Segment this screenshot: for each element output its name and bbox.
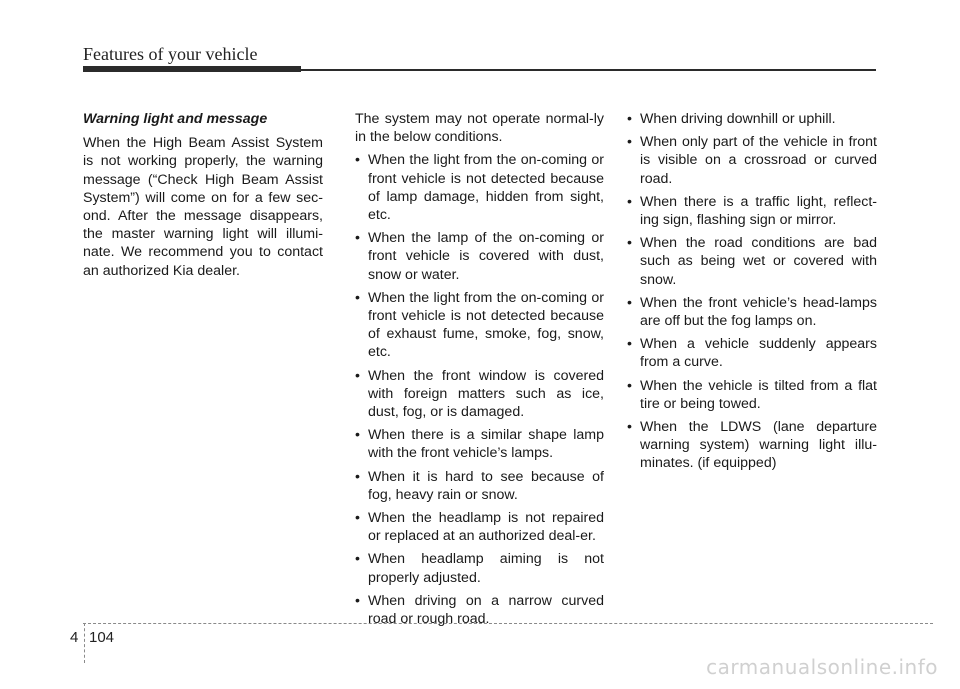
page-header-title: Features of your vehicle — [83, 44, 258, 64]
list-item-text: When the headlamp is not repaired or replaced at an authorized deal-er. — [368, 510, 604, 545]
footer-rule — [83, 623, 933, 624]
footer-divider — [84, 623, 85, 663]
list-item — [355, 550, 604, 586]
list-item-text: When headlamp aiming is not properly adjusted. — [368, 551, 604, 586]
list-item — [355, 367, 604, 422]
conditions-list — [355, 151, 604, 628]
bullet-icon: • — [355, 468, 360, 485]
bullet-icon: • — [627, 235, 632, 252]
list-item-text: When driving downhill or uphill. — [640, 111, 836, 127]
bullet-icon: • — [627, 111, 632, 127]
list-item-text: When driving on a narrow curved road or rough road. — [368, 592, 604, 628]
list-item-text: When the front vehicle’s head-lamps are off but the fog lamps on. — [640, 294, 877, 330]
list-item — [627, 193, 877, 229]
bullet-icon: • — [627, 336, 632, 353]
list-item-text: When the front window is covered with foreign matters such as ice, dust, fog, or is damaged. — [368, 367, 604, 421]
list-item — [355, 289, 604, 362]
bullet-icon: • — [627, 134, 632, 151]
bullet-icon: • — [355, 592, 360, 609]
bullet-icon: • — [355, 551, 360, 568]
bullet-icon: • — [355, 367, 360, 384]
list-item-text: When the lamp of the on-coming or front vehicle is covered with dust, snow or water. — [368, 230, 604, 283]
bullet-icon: • — [355, 230, 360, 247]
list-item — [355, 509, 604, 545]
list-item-text: When a vehicle suddenly appears from a curve. — [640, 336, 877, 371]
bullet-icon: • — [627, 419, 632, 436]
list-item — [355, 229, 604, 284]
list-item-text: When only part of the vehicle in front is visible on a crossroad or curved road. — [640, 134, 877, 187]
list-item-text: When the LDWS (lane departure warning system) warning light illu-minates. (if equipped) — [640, 419, 877, 472]
right-column — [627, 110, 877, 478]
list-item-text: When the light from the on-coming or front vehicle is not detected because of exhaust fume, smoke, fog, snow, etc. — [368, 289, 604, 361]
chapter-number: 4 — [70, 629, 79, 646]
bullet-icon: • — [627, 377, 632, 394]
bullet-icon: • — [355, 152, 360, 169]
list-item — [355, 426, 604, 462]
list-item — [627, 377, 877, 413]
left-column — [83, 110, 323, 280]
list-item — [355, 468, 604, 504]
page-number: 104 — [89, 629, 115, 646]
list-item-text: When the light from the on-coming or front vehicle is not detected because of lamp damage, hidden from sight, etc. — [368, 152, 604, 224]
middle-column — [355, 110, 604, 633]
bullet-icon: • — [627, 193, 632, 210]
list-item-text: When it is hard to see because of fog, heavy rain or snow. — [368, 468, 604, 503]
bullet-icon: • — [627, 294, 632, 311]
bullet-icon: • — [355, 289, 360, 306]
list-item-text: When the vehicle is tilted from a flat tire or being towed. — [640, 377, 877, 412]
list-item — [627, 133, 877, 188]
list-item-text: When the road conditions are bad such as being wet or covered with snow. — [640, 235, 877, 288]
warning-paragraph: When the High Beam Assist System is not working properly, the warning message (“Check High Beam Assist System”) will come on for a few sec-ond. After the message disappears, the master warning light will illumi-nate. We recommend you to contact an authorized Kia dealer. — [83, 135, 323, 279]
header-rule-thick — [83, 66, 301, 72]
list-item — [627, 110, 877, 128]
list-item — [627, 418, 877, 473]
list-item — [627, 234, 877, 289]
list-item-text: When there is a traffic light, reflect-ing sign, flashing sign or mirror. — [640, 193, 877, 229]
list-item — [627, 335, 877, 371]
list-item-text: When there is a similar shape lamp with the front vehicle’s lamps. — [368, 427, 604, 462]
section-heading: Warning light and message — [83, 111, 268, 127]
watermark: carmanualsonline.info — [706, 655, 938, 679]
conditions-intro: The system may not operate normal-ly in the below conditions. — [355, 111, 604, 146]
list-item — [627, 294, 877, 330]
conditions-list-continued — [627, 110, 877, 473]
bullet-icon: • — [355, 510, 360, 527]
list-item — [355, 151, 604, 224]
bullet-icon: • — [355, 427, 360, 444]
header-rule-thin — [301, 69, 876, 71]
